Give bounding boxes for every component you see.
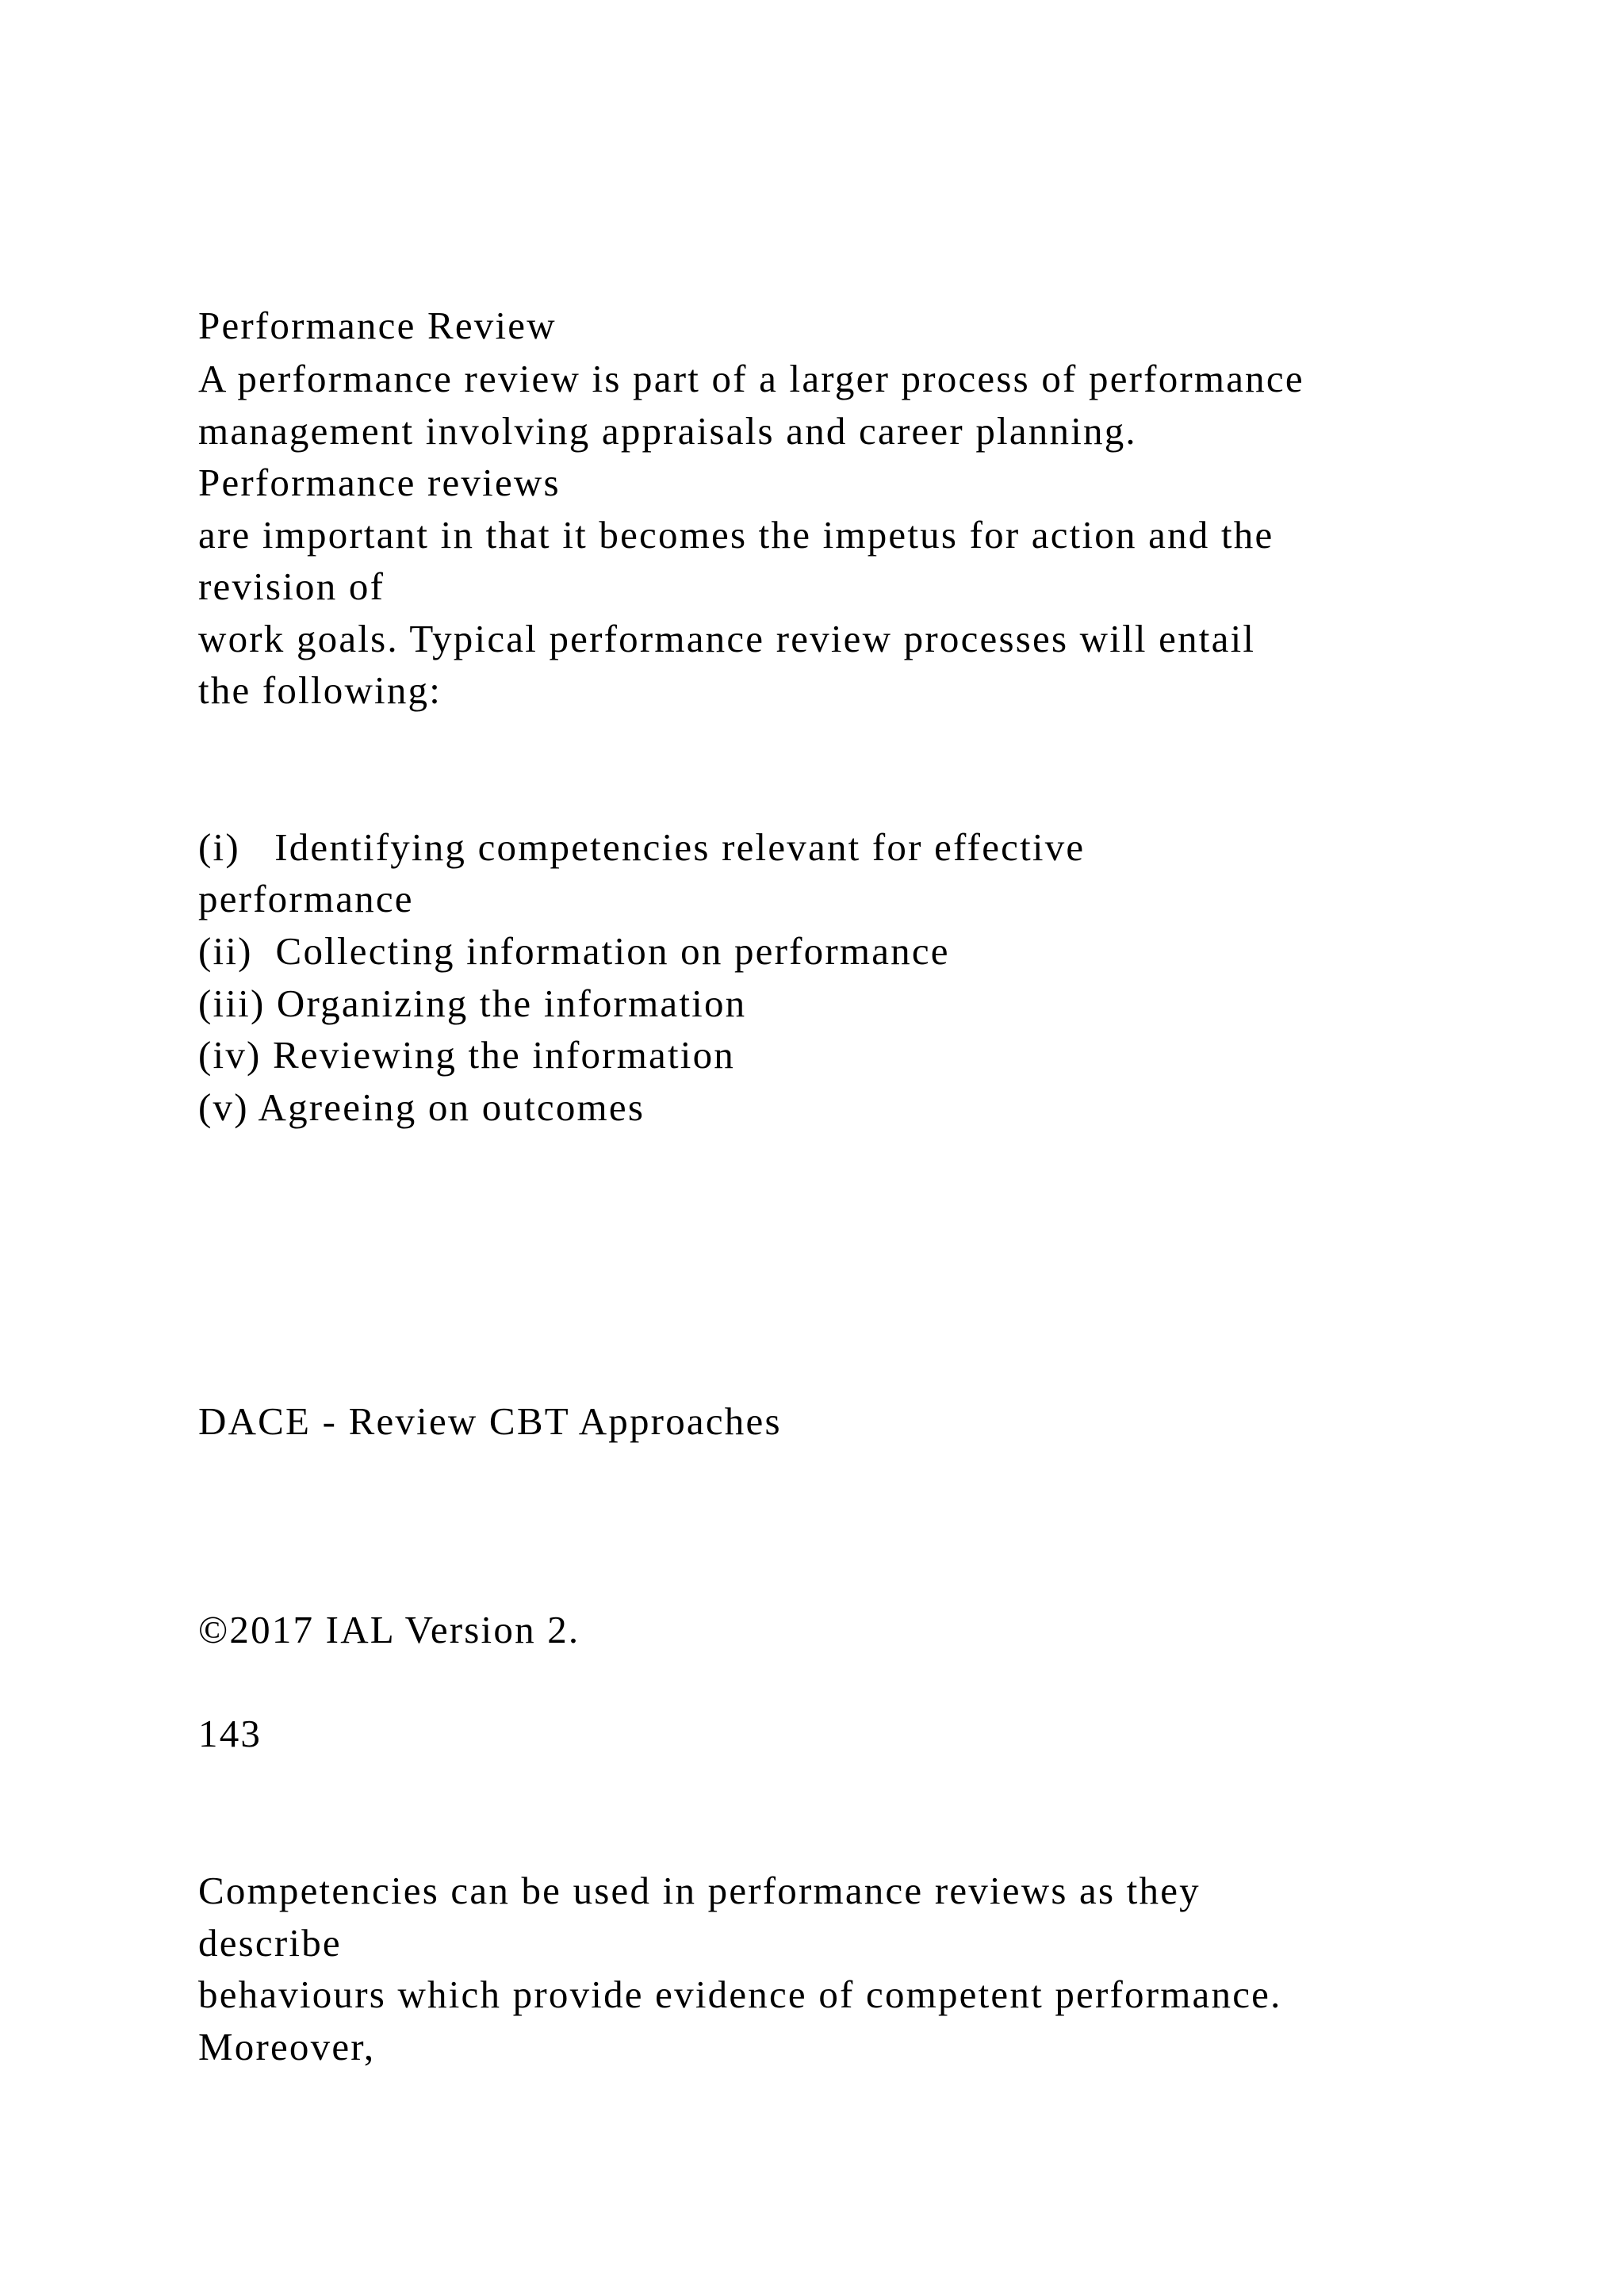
footer-title: DACE - Review CBT Approaches	[198, 1399, 782, 1443]
intro-line-2: management involving appraisals and career planning.	[198, 409, 1137, 453]
intro-line-1: A performance review is part of a larger process of performance	[198, 357, 1304, 400]
closing-line-2: describe	[198, 1921, 342, 1965]
section-heading: Performance Review	[198, 304, 557, 347]
intro-line-6: work goals. Typical performance review processes will entail	[198, 617, 1256, 660]
closing-line-1: Competencies can be used in performance reviews as they	[198, 1869, 1201, 1912]
page-number: 143	[198, 1712, 262, 1755]
list-line-2: performance	[198, 877, 414, 920]
list-line-6: (v) Agreeing on outcomes	[198, 1085, 645, 1129]
intro-line-4: are important in that it becomes the impetus for action and the	[198, 513, 1274, 557]
intro-line-7: the following:	[198, 668, 442, 712]
intro-line-3: Performance reviews	[198, 461, 561, 504]
intro-line-5: revision of	[198, 564, 385, 608]
closing-line-4: Moreover,	[198, 2025, 376, 2068]
list-line-4: (iii) Organizing the information	[198, 982, 747, 1025]
closing-line-3: behaviours which provide evidence of competent performance.	[198, 1973, 1282, 2016]
list-line-1: (i) Identifying competencies relevant for effective	[198, 825, 1086, 869]
footer-copyright: ©2017 IAL Version 2.	[198, 1608, 580, 1651]
list-line-5: (iv) Reviewing the information	[198, 1033, 735, 1077]
list-line-3: (ii) Collecting information on performance	[198, 929, 950, 973]
